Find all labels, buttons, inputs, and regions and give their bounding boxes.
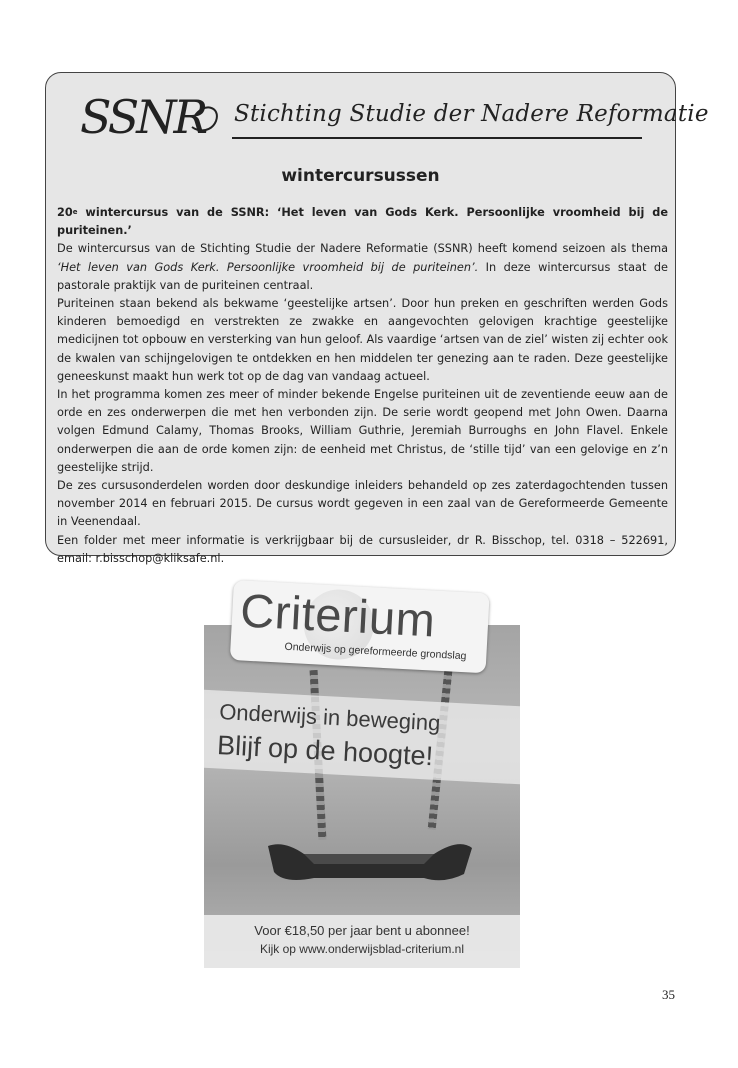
paragraph-cursusonderdelen: De zes cursusonderdelen worden door deskundige inleiders behandeld op zes zaterdagochtenden tussen november 2014 en februari 2015. De cursus wordt gegeven in een zaal van de Gereformeerde Gemeente in Veenendaal. <box>57 479 668 529</box>
box-body <box>57 204 668 568</box>
swing-seat-icon <box>264 838 476 886</box>
ad-url[interactable]: Kijk op www.onderwijsblad-criterium.nl <box>259 942 465 956</box>
ssnr-info-box <box>45 72 709 565</box>
theme-text-a: De wintercursus van de Stichting Studie der Nadere Reformatie (SSNR) heeft komend seizoen als thema <box>57 242 668 256</box>
ad-slogan-2: Blijf op de hoogte! <box>216 730 434 772</box>
paragraph-folder: Een folder met meer informatie is verkrijgbaar bij de cursusleider, dr R. Bisschop, tel. 0318 – 522691, email: r.bisschop@kliksafe.nl. <box>57 533 668 565</box>
theme-text-b: In deze wintercursus staat de pastorale praktijk van de puriteinen centraal. <box>57 260 669 292</box>
ad-price: Voor €18,50 per jaar bent u abonnee! <box>254 923 470 938</box>
theme-title: ‘Het leven van Gods Kerk. Persoonlijke vroomheid bij de puriteinen’. <box>57 260 479 274</box>
ssnr-logo-name: Stichting Studie der Nadere Reformatie <box>234 101 709 127</box>
box-heading: wintercursussen <box>281 166 440 186</box>
criterium-brand: Criterium <box>239 583 437 647</box>
lead-paragraph <box>57 204 668 240</box>
ad-footer <box>204 915 520 968</box>
page-number: 35 <box>662 987 675 1002</box>
logo-divider <box>232 137 642 139</box>
criterium-ad <box>204 625 520 968</box>
lead-text: wintercursus van de SSNR: ‘Het leven van Gods Kerk. Persoonlijke vroomheid bij de puriteinen.’ <box>57 206 668 238</box>
criterium-tagline: Onderwijs op gereformeerde grondslag <box>284 640 467 663</box>
criterium-logo-card <box>230 580 490 673</box>
paragraph-theme <box>57 240 668 295</box>
paragraph-puriteinen: Puriteinen staan bekend als bekwame ‘geestelijke artsen’. Door hun preken en geschriften werden Gods kinderen bemoedigd en verstrekten ze zwakke en aangevochten gelovigen krachtige geestelijke medicijnen tot opbouw en versterking van hun geloof. Als vaardige ‘artsen van de ziel’ wisten zij echter ook de kwalen van schijngelovigen te ontdekken en hen middelen ter genezing aan te raden. Deze geestelijke geneeskunst maakt hun werk tot op de dag van vandaag actueel. <box>57 297 668 383</box>
ad-slogan-1: Onderwijs in beweging <box>218 699 442 736</box>
ssnr-logo-mark: SSNR <box>80 90 206 144</box>
lead-number: 20 <box>57 206 73 219</box>
paragraph-programma: In het programma komen zes meer of minder bekende Engelse puriteinen uit de zeventiende eeuw aan de orde en zes onderwerpen die met hen verbonden zijn. De serie wordt geopend met John Owen. Daarna volgen Edmund Calamy, Thomas Brooks, William Guthrie, Jeremiah Burroughs en John Flavel. Enkele onderwerpen die aan de orde komen zijn: de eenheid met Christus, de ‘stille tijd’ van een gelovige en z’n geestelijke strijd. <box>57 388 668 474</box>
lead-superscript: e <box>72 208 78 216</box>
